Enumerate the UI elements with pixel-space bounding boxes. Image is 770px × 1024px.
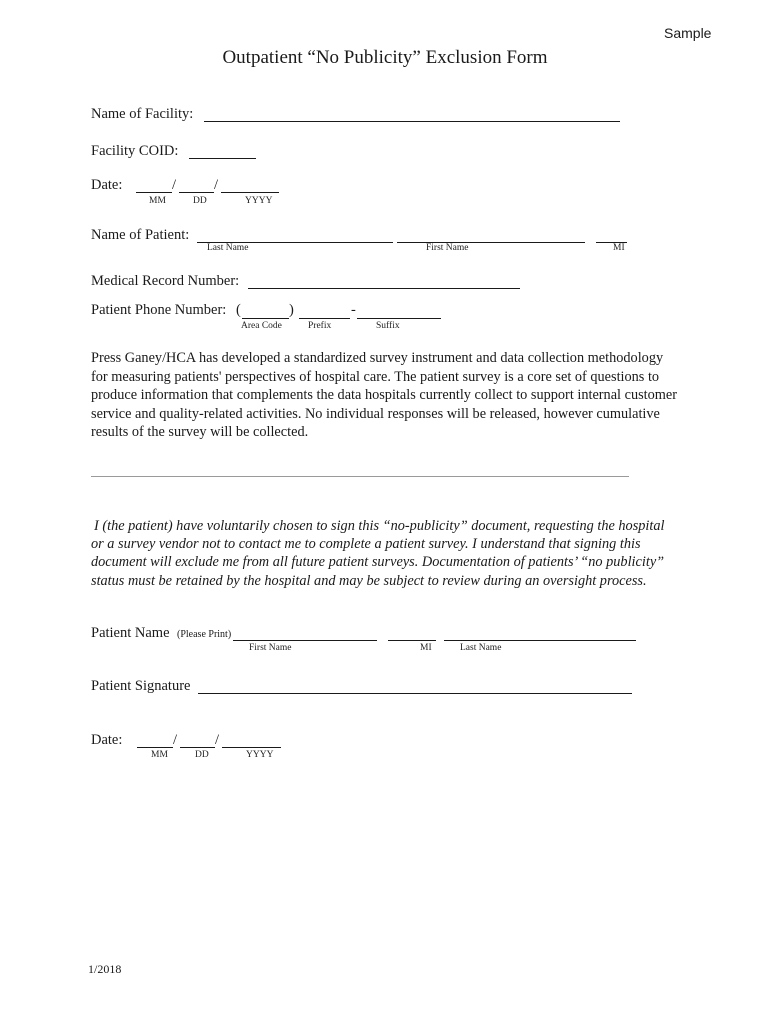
phone-open-paren: ( [236, 302, 241, 318]
signature-date-day-field[interactable] [180, 747, 215, 748]
date-slash: / [172, 177, 177, 193]
patient-name-label: Name of Patient: [91, 227, 190, 243]
date-year-field[interactable] [221, 192, 279, 193]
print-first-name-sublabel: First Name [249, 643, 292, 653]
print-mi-field[interactable] [388, 640, 436, 641]
signature-date-year-field[interactable] [222, 747, 281, 748]
signature-date-dd-sublabel: DD [195, 750, 209, 760]
date-label: Date: [91, 177, 123, 193]
date-month-field[interactable] [136, 192, 172, 193]
patient-signature-field[interactable] [198, 693, 632, 694]
print-mi-sublabel: MI [420, 643, 432, 653]
suffix-sublabel: Suffix [376, 321, 400, 331]
signature-date-label: Date: [91, 732, 123, 748]
sample-label: Sample [664, 25, 712, 41]
phone-label: Patient Phone Number: [91, 302, 227, 318]
area-code-sublabel: Area Code [241, 321, 282, 331]
phone-prefix-field[interactable] [299, 318, 350, 319]
please-print-note: (Please Print) [177, 629, 232, 640]
phone-suffix-field[interactable] [357, 318, 441, 319]
print-last-name-sublabel: Last Name [460, 643, 502, 653]
phone-dash: - [351, 302, 356, 318]
patient-statement: I (the patient) have voluntarily chosen to sign this “no-publicity” document, requesting the hospital or a survey vendor not to contact me to complete a patient survey. I understand that signing this document will exclude me from all future patient surveys. Documentation of patients’ “no publicity” status must be retained by the hospital and may be subject to review during an oversight process. [91, 518, 665, 589]
signature-date-yyyy-sublabel: YYYY [246, 750, 274, 760]
date-yyyy-sublabel: YYYY [245, 196, 273, 206]
revision-date: 1/2018 [88, 962, 122, 976]
date-slash: / [214, 177, 219, 193]
section-divider [91, 476, 629, 477]
date-slash: / [215, 732, 220, 748]
mrn-label: Medical Record Number: [91, 273, 240, 289]
signature-date-mm-sublabel: MM [151, 750, 168, 760]
date-slash: / [173, 732, 178, 748]
facility-name-label: Name of Facility: [91, 106, 194, 122]
date-day-field[interactable] [179, 192, 214, 193]
patient-signature-label: Patient Signature [91, 678, 191, 694]
phone-area-code-field[interactable] [242, 318, 289, 319]
date-dd-sublabel: DD [193, 196, 207, 206]
mrn-field[interactable] [248, 288, 520, 289]
prefix-sublabel: Prefix [308, 321, 332, 331]
last-name-sublabel: Last Name [207, 243, 249, 253]
first-name-sublabel: First Name [426, 243, 469, 253]
facility-coid-label: Facility COID: [91, 143, 179, 159]
facility-coid-field[interactable] [189, 158, 256, 159]
signature-date-month-field[interactable] [137, 747, 173, 748]
print-last-name-field[interactable] [444, 640, 636, 641]
survey-description-paragraph: Press Ganey/HCA has developed a standardized survey instrument and data collection methodology for measuring patients' perspectives of hospital care. The patient survey is a core set of questions to produce information that complements the data hospitals currently collect to support internal customer service and quality-related activities. No individual responses will be released, however cumulative results of the survey will be collected. [91, 350, 678, 441]
facility-name-field[interactable] [204, 121, 620, 122]
mi-sublabel: MI [613, 243, 625, 253]
signature-patient-name-label: Patient Name [91, 625, 170, 641]
phone-close-paren: ) [289, 302, 294, 318]
form-title: Outpatient “No Publicity” Exclusion Form [222, 47, 548, 68]
date-mm-sublabel: MM [149, 196, 166, 206]
print-first-name-field[interactable] [233, 640, 377, 641]
